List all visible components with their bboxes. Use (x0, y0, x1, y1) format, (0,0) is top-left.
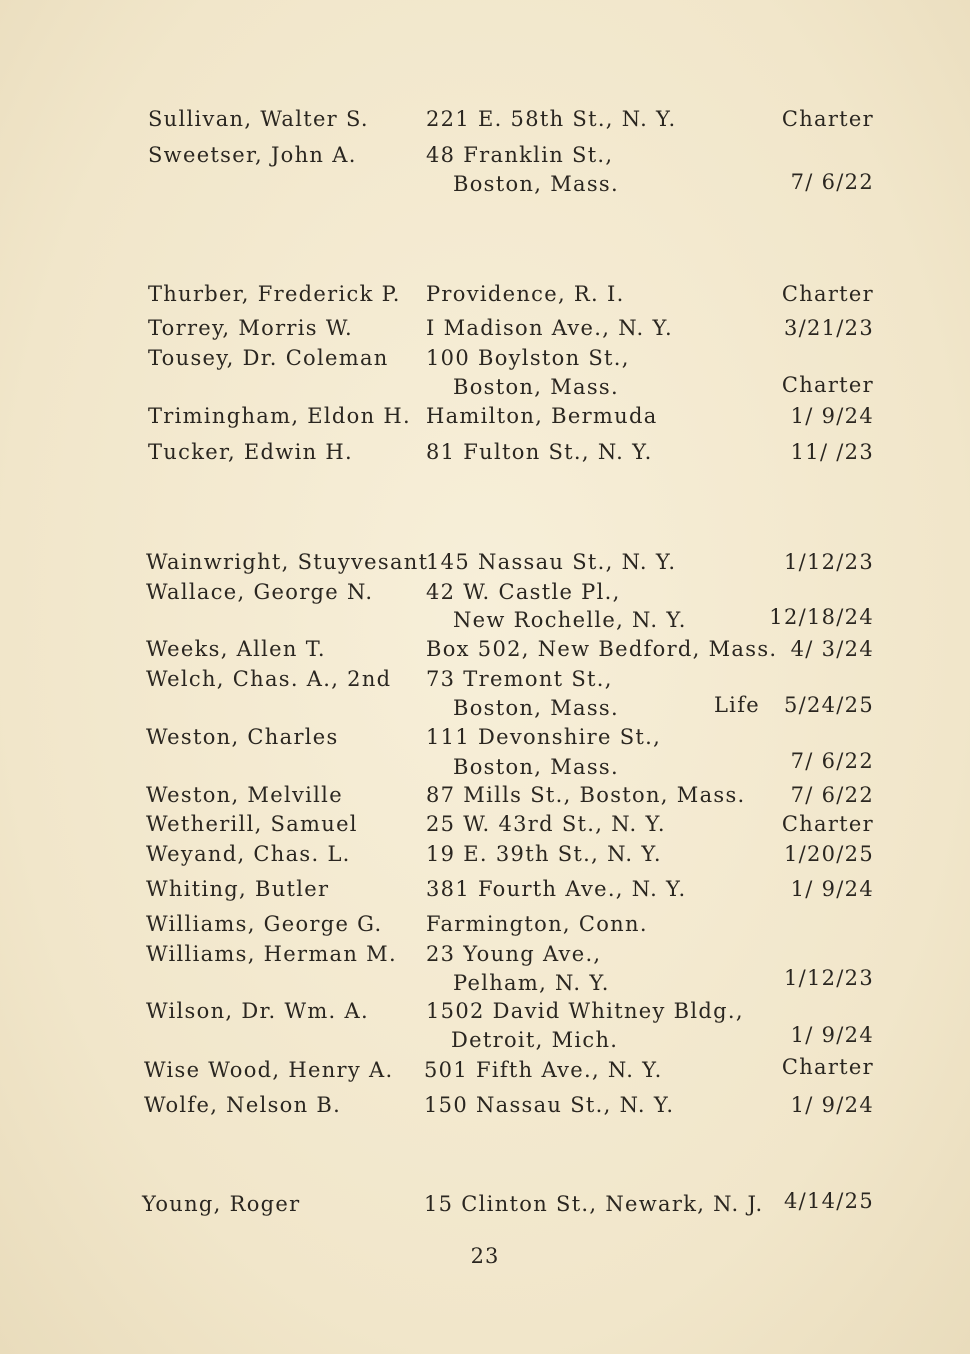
member-address-line2: Detroit, Mich. (451, 1028, 619, 1052)
member-address: 15 Clinton St., Newark, N. J. (424, 1192, 764, 1216)
member-address: 42 W. Castle Pl., (426, 580, 621, 604)
member-name: Wetherill, Samuel (146, 812, 358, 836)
member-date: 11/ /23 (790, 440, 874, 464)
member-name: Weyand, Chas. L. (146, 842, 351, 866)
member-date: 1/ 9/24 (790, 1093, 874, 1117)
member-date: 7/ 6/22 (790, 749, 874, 773)
member-address-line2: New Rochelle, N. Y. (453, 608, 687, 632)
member-address: Box 502, New Bedford, Mass. (426, 637, 778, 661)
member-date: 1/12/23 (783, 550, 874, 574)
member-name: Sullivan, Walter S. (148, 107, 369, 131)
member-address-line2: Boston, Mass. (453, 696, 619, 720)
member-date: 7/ 6/22 (790, 783, 874, 807)
member-date: 1/20/25 (783, 842, 874, 866)
member-date: Charter (781, 1055, 874, 1079)
member-name: Wise Wood, Henry A. (144, 1058, 394, 1082)
member-address: 221 E. 58th St., N. Y. (426, 107, 677, 131)
member-date: 12/18/24 (769, 605, 874, 629)
member-name: Tousey, Dr. Coleman (148, 346, 389, 370)
member-name: Weeks, Allen T. (146, 637, 326, 661)
member-name: Wilson, Dr. Wm. A. (146, 999, 369, 1023)
member-name: Sweetser, John A. (148, 143, 357, 167)
member-date: 4/14/25 (783, 1189, 874, 1213)
member-address: 87 Mills St., Boston, Mass. (426, 783, 746, 807)
member-name: Wallace, George N. (146, 580, 374, 604)
member-address: 111 Devonshire St., (426, 725, 662, 749)
member-address: 1502 David Whitney Bldg., (426, 999, 744, 1023)
member-address: 100 Boylston St., (426, 346, 630, 370)
member-address: 25 W. 43rd St., N. Y. (426, 812, 666, 836)
member-name: Tucker, Edwin H. (148, 440, 353, 464)
member-address: 145 Nassau St., N. Y. (426, 550, 677, 574)
member-address: Providence, R. I. (426, 282, 625, 306)
page-number: 23 (470, 1244, 500, 1268)
member-date: Charter (781, 812, 874, 836)
member-name: Weston, Melville (146, 783, 343, 807)
member-address: 501 Fifth Ave., N. Y. (424, 1058, 663, 1082)
member-name: Williams, George G. (146, 912, 383, 936)
member-address: Hamilton, Bermuda (426, 404, 658, 428)
member-address-line2: Boston, Mass. (453, 172, 619, 196)
member-name: Trimingham, Eldon H. (148, 404, 411, 428)
member-address: 150 Nassau St., N. Y. (424, 1093, 675, 1117)
member-name: Whiting, Butler (146, 877, 330, 901)
member-address: 19 E. 39th St., N. Y. (426, 842, 662, 866)
member-date: 7/ 6/22 (790, 170, 874, 194)
member-name: Thurber, Frederick P. (148, 282, 401, 306)
member-name: Young, Roger (142, 1192, 301, 1216)
member-address: I Madison Ave., N. Y. (426, 316, 673, 340)
member-date: 1/ 9/24 (790, 877, 874, 901)
member-date: Charter (781, 373, 874, 397)
member-name: Weston, Charles (146, 725, 339, 749)
member-date: 4/ 3/24 (790, 637, 874, 661)
member-date: 3/21/23 (783, 316, 874, 340)
member-address: Farmington, Conn. (426, 912, 648, 936)
member-address: 48 Franklin St., (426, 143, 614, 167)
member-name: Welch, Chas. A., 2nd (146, 667, 392, 691)
member-address-line2: Boston, Mass. (453, 375, 619, 399)
member-name: Williams, Herman M. (146, 942, 397, 966)
member-name: Torrey, Morris W. (148, 316, 354, 340)
member-name: Wainwright, Stuyvesant (146, 550, 429, 574)
member-date: Charter (781, 282, 874, 306)
member-name: Wolfe, Nelson B. (144, 1093, 342, 1117)
member-address: 23 Young Ave., (426, 942, 602, 966)
member-address-line2: Boston, Mass. (453, 755, 619, 779)
member-date: 1/ 9/24 (790, 1023, 874, 1047)
member-date: 1/12/23 (783, 966, 874, 990)
member-date: 1/ 9/24 (790, 404, 874, 428)
member-address-line2: Pelham, N. Y. (453, 971, 610, 995)
member-date: 5/24/25 (783, 693, 874, 717)
member-address: 73 Tremont St., (426, 667, 613, 691)
member-date: Charter (781, 107, 874, 131)
membership-status: Life (713, 693, 760, 717)
member-address: 81 Fulton St., N. Y. (426, 440, 653, 464)
member-address: 381 Fourth Ave., N. Y. (426, 877, 687, 901)
